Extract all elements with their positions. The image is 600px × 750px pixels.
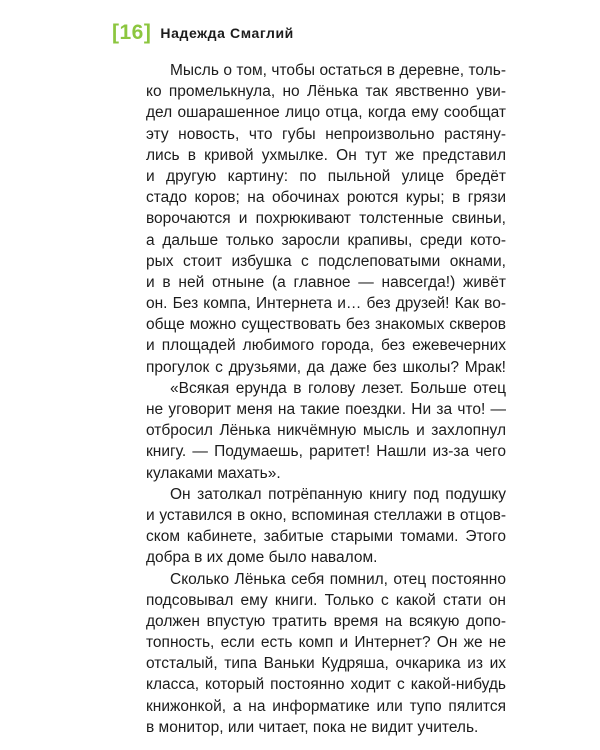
text-line: класса, который постоянно ходит с какой-нибудь <box>146 676 506 694</box>
text-line: и в ней отныне (а главное — навсегда!) живёт <box>146 273 506 291</box>
text-line: добра в их доме было навалом. <box>146 549 378 567</box>
page-number: [16] <box>112 21 152 44</box>
text-line: рых стоит избушка с подслеповатыми окнами, <box>146 252 506 270</box>
text-line: Он затолкал потрёпанную книгу под подушку <box>170 485 506 503</box>
text-line: в монитор, или читает, пока не видит учитель. <box>146 718 479 736</box>
text-line: он. Без компа, Интернета и… без друзей! Как во- <box>146 295 506 313</box>
author-name: Надежда Смаглий <box>160 25 294 41</box>
text-line: не уговорит меня на такие поездки. Ни за что! — <box>146 401 506 418</box>
text-line: книжонкой, а на информатике или тупо пялится <box>146 697 506 715</box>
text-line: прогулок с друзьями, да даже без школы? Мрак! <box>146 358 506 376</box>
text-line: топность, если есть комп и Интернет? Он же не <box>146 634 506 652</box>
text-line: ском кабинете, забитые старыми томами. Этого <box>146 528 506 546</box>
text-line: и площадей любимого города, без ежевечерних <box>146 337 506 355</box>
text-line: эту новость, что губы непроизвольно растяну- <box>146 125 506 143</box>
text-line: Сколько Лёнька себя помнил, отец постоянно <box>170 570 506 588</box>
text-line: должен впустую тратить время на всякую допо- <box>146 612 506 630</box>
text-line: «Всякая ерунда в голову лезет. Больше отец <box>170 379 506 397</box>
text-line: подсовывал ему книги. Только с какой стати он <box>146 591 506 609</box>
text-line: книгу. — Подумаешь, раритет! Нашли из-за чего <box>146 443 506 461</box>
text-line: стадо коров; на обочинах роются куры; в грязи <box>146 189 506 207</box>
text-line: отсталый, типа Ваньки Кудряша, очкарика из их <box>146 655 506 673</box>
text-line: обще можно существовать без знакомых скверов <box>146 316 506 334</box>
text-line: и другую картину: по пыльной улице бредёт <box>146 167 506 185</box>
text-line: отбросил Лёнька никчёмную мысль и захлопнул <box>146 422 506 440</box>
text-line: ко промелькнула, но Лёнька так явственно уви- <box>146 83 506 101</box>
text-line: Мысль о том, чтобы остаться в деревне, толь- <box>170 62 506 79</box>
text-line: ворочаются и похрюкивают толстенные свиньи, <box>146 210 506 228</box>
text-line: и уставился в окно, вспоминая стеллажи в отцов- <box>146 506 506 524</box>
text-line: кулаками махать». <box>146 464 281 482</box>
text-line: дел ошарашенное лицо отца, когда ему сообщат <box>146 104 506 122</box>
text-line: а дальше только заросли крапивы, среди кото- <box>146 231 506 249</box>
text-line: лись в кривой ухмылке. Он тут же представил <box>146 146 506 164</box>
